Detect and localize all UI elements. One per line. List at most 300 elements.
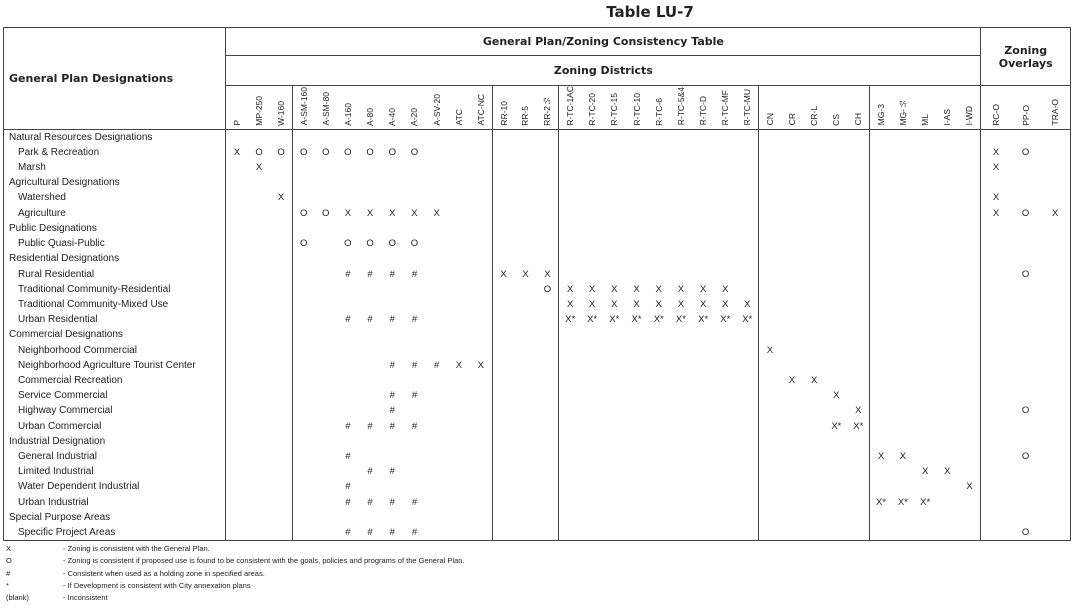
consistency-cell [936, 358, 958, 373]
consistency-cell [670, 343, 692, 358]
consistency-cell [625, 175, 647, 190]
consistency-cell: O [410, 238, 419, 250]
consistency-cell [803, 175, 825, 190]
consistency-cell [714, 358, 736, 373]
consistency-cell [847, 312, 869, 327]
consistency-cell [226, 495, 248, 510]
consistency-cell [537, 403, 559, 418]
consistency-cell [648, 358, 670, 373]
consistency-cell [870, 327, 892, 342]
consistency-cell [426, 312, 448, 327]
consistency-cell [981, 297, 1011, 312]
consistency-cell: X* [853, 420, 864, 432]
column-header-label: TRA-O [1050, 99, 1061, 126]
consistency-cell [426, 129, 448, 145]
consistency-cell [559, 464, 581, 479]
consistency-cell [825, 236, 847, 251]
consistency-cell [226, 221, 248, 236]
consistency-cell [248, 495, 270, 510]
consistency-cell [248, 206, 270, 221]
consistency-cell [670, 267, 692, 282]
consistency-cell [958, 434, 981, 449]
consistency-cell [315, 495, 337, 510]
consistency-cell [315, 449, 337, 464]
consistency-cell [359, 403, 381, 418]
consistency-cell [603, 403, 625, 418]
column-header-label: W-160 [276, 100, 286, 126]
consistency-cell [625, 495, 647, 510]
consistency-cell [426, 495, 448, 510]
consistency-cell: O [366, 238, 374, 250]
consistency-cell [625, 129, 647, 145]
consistency-cell [781, 434, 803, 449]
section-row [4, 129, 1071, 145]
designation-label: Urban Residential [4, 312, 226, 327]
consistency-cell [581, 495, 603, 510]
consistency-cell [892, 312, 914, 327]
consistency-cell [1040, 190, 1070, 205]
consistency-cell [581, 175, 603, 190]
consistency-cell [981, 403, 1011, 418]
consistency-cell [803, 510, 825, 525]
consistency-cell [1040, 343, 1070, 358]
consistency-cell [914, 282, 936, 297]
consistency-cell [559, 175, 581, 190]
consistency-cell [981, 282, 1011, 297]
consistency-cell [537, 449, 559, 464]
consistency-cell [226, 327, 248, 342]
consistency-cell [625, 434, 647, 449]
consistency-cell [226, 129, 248, 145]
consistency-cell [226, 358, 248, 373]
column-header [581, 86, 603, 130]
consistency-cell [1011, 343, 1041, 358]
column-header [470, 86, 492, 130]
consistency-cell [1040, 510, 1070, 525]
consistency-cell [981, 358, 1011, 373]
consistency-cell [537, 525, 559, 541]
consistency-cell [1040, 449, 1070, 464]
consistency-cell [381, 190, 403, 205]
consistency-cell [625, 206, 647, 221]
consistency-cell [403, 297, 425, 312]
consistency-cell [270, 403, 292, 418]
consistency-cell: # [389, 390, 395, 402]
consistency-cell [803, 434, 825, 449]
table-row [4, 145, 1071, 160]
consistency-cell: # [411, 390, 418, 402]
consistency-cell [1040, 282, 1070, 297]
consistency-cell [670, 251, 692, 266]
consistency-cell [736, 434, 758, 449]
consistency-cell [847, 282, 869, 297]
consistency-cell [803, 129, 825, 145]
consistency-cell [292, 434, 314, 449]
consistency-cell: # [389, 496, 395, 508]
consistency-cell [759, 236, 781, 251]
consistency-cell: X [759, 343, 781, 358]
consistency-cell [914, 358, 936, 373]
consistency-cell [759, 403, 781, 418]
consistency-cell [870, 206, 892, 221]
consistency-cell [847, 449, 869, 464]
consistency-cell: X [722, 283, 729, 295]
legend-text: - If Development is consistent with City annexation plans [63, 580, 251, 590]
consistency-cell: X [1040, 206, 1070, 221]
consistency-cell [648, 160, 670, 175]
consistency-cell [914, 206, 936, 221]
consistency-cell [470, 129, 492, 145]
consistency-cell [381, 129, 403, 145]
column-header-label: R-TC-MU [742, 89, 753, 126]
consistency-cell [714, 510, 736, 525]
consistency-cell [958, 449, 981, 464]
consistency-cell [492, 221, 514, 236]
consistency-cell [625, 510, 647, 525]
consistency-cell [759, 510, 781, 525]
consistency-cell [559, 388, 581, 403]
consistency-cell [470, 525, 492, 541]
consistency-cell [759, 373, 781, 388]
consistency-cell [759, 479, 781, 494]
consistency-cell [892, 145, 914, 160]
consistency-cell: O [292, 145, 314, 160]
consistency-cell [1040, 312, 1070, 327]
column-header [1040, 86, 1070, 130]
consistency-cell [337, 327, 359, 342]
consistency-cell [470, 449, 492, 464]
consistency-cell [226, 449, 248, 464]
consistency-cell [248, 267, 270, 282]
consistency-cell [292, 343, 314, 358]
consistency-cell [226, 510, 248, 525]
section-row [4, 327, 1071, 342]
consistency-cell [514, 464, 536, 479]
consistency-cell [914, 388, 936, 403]
table-row [4, 267, 1071, 282]
legend-text: - Zoning is consistent with the General Plan. [63, 544, 210, 553]
consistency-cell [492, 160, 514, 175]
consistency-cell [359, 129, 381, 145]
consistency-cell [914, 267, 936, 282]
consistency-cell [625, 251, 647, 266]
consistency-cell [870, 510, 892, 525]
consistency-cell [714, 525, 736, 541]
consistency-cell [892, 206, 914, 221]
consistency-cell [559, 373, 581, 388]
consistency-cell: X [788, 374, 796, 386]
consistency-table-header: General Plan/Zoning Consistency Table [226, 28, 981, 56]
consistency-cell [781, 479, 803, 494]
consistency-cell [781, 449, 803, 464]
consistency-cell [781, 312, 803, 327]
section-row [4, 510, 1071, 525]
consistency-cell [692, 343, 714, 358]
consistency-cell [892, 267, 914, 282]
column-header [736, 86, 758, 130]
consistency-cell [315, 297, 337, 312]
consistency-cell: O [321, 207, 330, 219]
consistency-cell [381, 449, 403, 464]
consistency-cell [603, 251, 625, 266]
consistency-cell [270, 206, 292, 221]
column-header-label: RC-O [991, 103, 1002, 126]
consistency-cell [581, 403, 603, 418]
consistency-cell [936, 145, 958, 160]
consistency-cell: X [810, 374, 818, 386]
consistency-cell [625, 525, 647, 541]
consistency-cell [781, 175, 803, 190]
column-header-label: R-TC-MF [720, 90, 731, 126]
consistency-cell [248, 373, 270, 388]
consistency-cell [514, 251, 536, 266]
consistency-cell [359, 221, 381, 236]
consistency-cell: # [411, 496, 418, 508]
consistency-cell [559, 236, 581, 251]
consistency-cell [315, 464, 337, 479]
consistency-cell [292, 175, 314, 190]
consistency-cell [625, 358, 647, 373]
consistency-cell [492, 419, 514, 434]
consistency-cell [581, 190, 603, 205]
consistency-cell: # [389, 466, 395, 478]
consistency-cell [803, 479, 825, 494]
consistency-cell: # [434, 359, 440, 371]
consistency-cell [981, 175, 1011, 190]
consistency-cell [226, 388, 248, 403]
consistency-cell [448, 327, 470, 342]
consistency-cell [292, 525, 314, 541]
consistency-cell [448, 236, 470, 251]
consistency-cell: O [321, 146, 330, 158]
consistency-cell [337, 221, 359, 236]
consistency-cell [337, 403, 359, 418]
consistency-cell [514, 297, 536, 312]
consistency-cell [892, 464, 914, 479]
table-row [4, 206, 1071, 221]
consistency-cell [1011, 327, 1041, 342]
consistency-cell [381, 251, 403, 266]
table-row [4, 479, 1071, 494]
consistency-cell [892, 175, 914, 190]
consistency-cell [1011, 160, 1041, 175]
consistency-cell [825, 282, 847, 297]
consistency-cell: X* [831, 420, 842, 432]
consistency-cell [736, 449, 758, 464]
consistency-cell [847, 388, 869, 403]
consistency-cell [625, 221, 647, 236]
table-row [4, 282, 1071, 297]
consistency-cell [714, 129, 736, 145]
consistency-cell [803, 403, 825, 418]
consistency-cell [825, 297, 847, 312]
consistency-cell [958, 145, 981, 160]
consistency-cell [714, 190, 736, 205]
consistency-cell [825, 479, 847, 494]
consistency-cell [648, 327, 670, 342]
consistency-cell: O [1021, 405, 1030, 417]
consistency-cell [847, 297, 869, 312]
column-header [870, 86, 892, 130]
consistency-cell [514, 495, 536, 510]
consistency-cell: X [492, 267, 514, 282]
consistency-cell [981, 510, 1011, 525]
consistency-cell [292, 464, 314, 479]
consistency-cell [514, 175, 536, 190]
consistency-cell [714, 267, 736, 282]
consistency-cell [870, 434, 892, 449]
consistency-cell [581, 129, 603, 145]
consistency-cell: X [722, 298, 729, 310]
consistency-cell [825, 267, 847, 282]
consistency-cell: X [633, 283, 640, 295]
consistency-cell [958, 297, 981, 312]
column-header-label: CR [786, 113, 797, 126]
consistency-cell: X* [675, 314, 686, 326]
consistency-cell [981, 251, 1011, 266]
consistency-cell [603, 388, 625, 403]
consistency-cell [692, 358, 714, 373]
consistency-cell [337, 464, 359, 479]
consistency-cell: X [255, 162, 263, 174]
consistency-cell [470, 206, 492, 221]
legend-symbol: O [6, 556, 12, 566]
consistency-cell [1040, 327, 1070, 342]
consistency-cell: X [544, 268, 551, 280]
consistency-cell [537, 160, 559, 175]
consistency-cell [559, 206, 581, 221]
consistency-cell [426, 525, 448, 541]
consistency-cell [492, 129, 514, 145]
consistency-cell [625, 479, 647, 494]
legend-symbol: X [6, 544, 12, 553]
consistency-cell [426, 282, 448, 297]
column-header-label: ATC-NC [475, 94, 486, 126]
consistency-cell [514, 479, 536, 494]
legend-symbol: * [6, 580, 9, 590]
consistency-cell [492, 282, 514, 297]
consistency-cell [781, 206, 803, 221]
consistency-cell [847, 251, 869, 266]
consistency-cell [781, 388, 803, 403]
consistency-cell [803, 525, 825, 541]
consistency-cell [958, 327, 981, 342]
consistency-cell [825, 510, 847, 525]
consistency-cell [581, 449, 603, 464]
consistency-cell [781, 343, 803, 358]
consistency-cell [736, 479, 758, 494]
consistency-cell [537, 221, 559, 236]
consistency-cell [537, 327, 559, 342]
consistency-cell [781, 358, 803, 373]
consistency-cell [448, 388, 470, 403]
consistency-cell [359, 327, 381, 342]
consistency-cell [248, 282, 270, 297]
consistency-cell [492, 358, 514, 373]
consistency-cell: X [455, 359, 463, 371]
consistency-cell [958, 282, 981, 297]
consistency-cell [337, 190, 359, 205]
consistency-cell [847, 206, 869, 221]
consistency-cell: X [277, 192, 285, 204]
consistency-cell [870, 388, 892, 403]
consistency-cell [1011, 419, 1041, 434]
designation-label: Rural Residential [4, 267, 226, 282]
consistency-cell: X* [870, 495, 892, 510]
consistency-cell [981, 464, 1011, 479]
column-header [914, 86, 936, 130]
consistency-cell [692, 510, 714, 525]
consistency-cell [1011, 282, 1041, 297]
consistency-cell [736, 358, 758, 373]
consistency-cell [781, 510, 803, 525]
consistency-cell [1040, 464, 1070, 479]
consistency-cell [315, 419, 337, 434]
consistency-cell [625, 236, 647, 251]
consistency-cell [981, 525, 1011, 541]
column-header-label: R-TC-5&4 [675, 87, 686, 126]
consistency-cell [892, 221, 914, 236]
consistency-cell [1011, 495, 1041, 510]
consistency-cell: O [292, 236, 314, 251]
consistency-cell: # [345, 268, 351, 280]
consistency-cell [426, 449, 448, 464]
consistency-cell [692, 388, 714, 403]
consistency-cell [559, 449, 581, 464]
consistency-cell [759, 160, 781, 175]
consistency-cell [292, 282, 314, 297]
consistency-cell [448, 251, 470, 266]
consistency-cell [537, 510, 559, 525]
consistency-cell [603, 419, 625, 434]
consistency-cell [581, 206, 603, 221]
consistency-cell [936, 312, 958, 327]
consistency-cell [847, 160, 869, 175]
consistency-cell [581, 160, 603, 175]
consistency-cell: O [277, 146, 285, 158]
consistency-cell [292, 510, 314, 525]
consistency-cell [692, 236, 714, 251]
consistency-cell [714, 206, 736, 221]
consistency-cell [514, 282, 536, 297]
consistency-cell [870, 267, 892, 282]
consistency-cell [648, 434, 670, 449]
consistency-cell [670, 525, 692, 541]
consistency-cell [315, 358, 337, 373]
consistency-cell: # [411, 268, 418, 280]
consistency-cell: # [389, 359, 395, 371]
consistency-cell: O [1021, 207, 1030, 219]
consistency-cell [759, 282, 781, 297]
consistency-cell: X* [653, 314, 664, 326]
designation-label: Park & Recreation [4, 145, 226, 160]
consistency-cell [936, 343, 958, 358]
consistency-cell: # [359, 525, 381, 541]
consistency-cell [492, 403, 514, 418]
consistency-cell [226, 160, 248, 175]
consistency-cell [870, 145, 892, 160]
consistency-cell [714, 175, 736, 190]
column-header-label: A-80 [365, 107, 376, 126]
consistency-cell: X [833, 390, 840, 402]
section-row [4, 251, 1071, 266]
legend-item [6, 568, 464, 580]
consistency-cell [448, 145, 470, 160]
legend-item [6, 580, 464, 592]
consistency-cell [492, 145, 514, 160]
consistency-cell [870, 479, 892, 494]
consistency-cell [936, 251, 958, 266]
